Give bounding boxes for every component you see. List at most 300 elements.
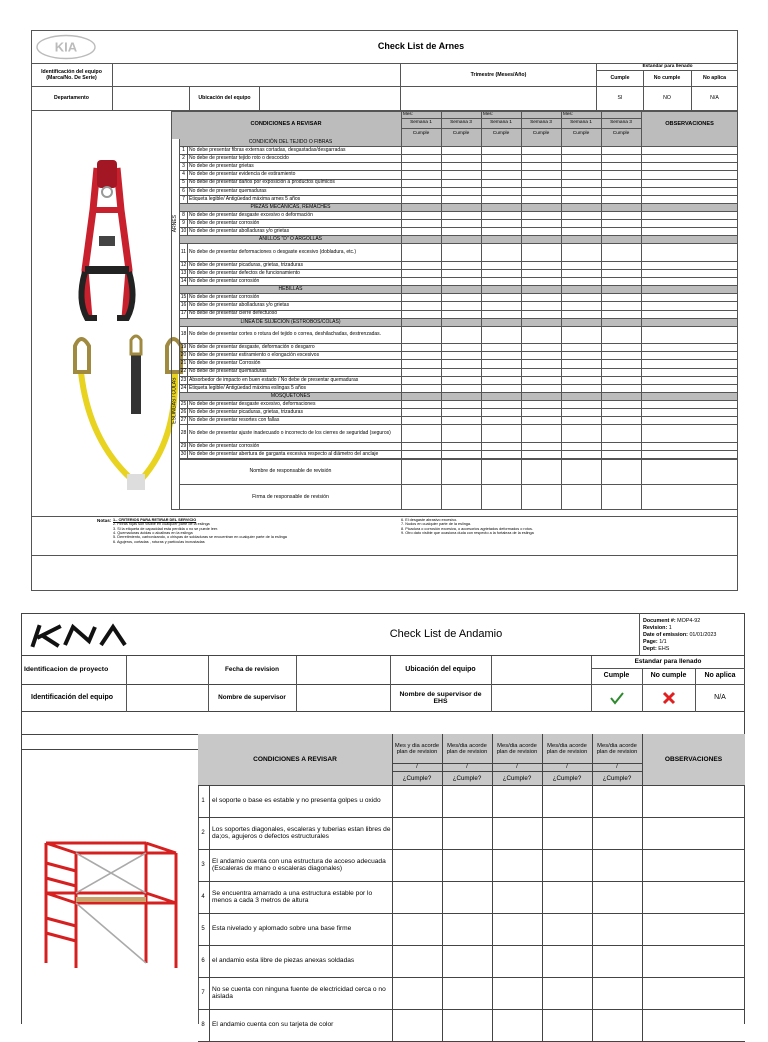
cumple-cell[interactable] <box>401 278 441 285</box>
cumple-cell[interactable] <box>601 369 641 376</box>
cumple-cell[interactable] <box>521 409 561 416</box>
cumple-cell[interactable] <box>521 180 561 187</box>
andamio-cumple-cell[interactable] <box>592 850 642 881</box>
observaciones-cell[interactable] <box>641 425 738 441</box>
cumple-cell[interactable] <box>481 443 521 450</box>
andamio-cumple-cell[interactable] <box>492 882 542 913</box>
andamio-cumple-cell[interactable] <box>542 850 592 881</box>
cumple-cell[interactable] <box>441 319 481 326</box>
cumple-cell[interactable] <box>521 294 561 301</box>
cumple-cell[interactable] <box>561 278 601 285</box>
cumple-cell[interactable] <box>601 344 641 351</box>
observaciones-cell[interactable] <box>641 220 738 227</box>
andamio-cumple-cell[interactable] <box>442 850 492 881</box>
cumple-cell[interactable] <box>561 302 601 309</box>
cumple-cell[interactable] <box>601 180 641 187</box>
cumple-cell[interactable] <box>401 319 441 326</box>
cumple-cell[interactable] <box>481 212 521 219</box>
andamio-cumple-cell[interactable] <box>442 946 492 977</box>
cumple-cell[interactable] <box>561 352 601 359</box>
cumple-cell[interactable] <box>481 409 521 416</box>
cumple-cell[interactable] <box>481 262 521 269</box>
nombre-supervisor-field[interactable] <box>297 685 389 711</box>
observaciones-cell[interactable] <box>641 311 738 318</box>
cumple-cell[interactable] <box>561 244 601 260</box>
cumple-cell[interactable] <box>401 409 441 416</box>
observaciones-cell[interactable] <box>641 302 738 309</box>
cumple-cell[interactable] <box>561 180 601 187</box>
observaciones-cell[interactable] <box>641 352 738 359</box>
cumple-cell[interactable] <box>481 286 521 293</box>
cumple-cell[interactable] <box>601 327 641 343</box>
cumple-cell[interactable] <box>521 451 561 458</box>
cumple-cell[interactable] <box>481 270 521 277</box>
cumple-cell[interactable] <box>401 451 441 458</box>
cumple-cell[interactable] <box>441 188 481 195</box>
cumple-cell[interactable] <box>561 327 601 343</box>
cumple-cell[interactable] <box>521 228 561 235</box>
cumple-cell[interactable] <box>401 139 441 146</box>
andamio-cumple-cell[interactable] <box>492 914 542 945</box>
cumple-cell[interactable] <box>521 401 561 408</box>
cumple-cell[interactable] <box>401 352 441 359</box>
cumple-cell[interactable] <box>481 171 521 178</box>
observaciones-cell[interactable] <box>641 204 738 211</box>
cumple-cell[interactable] <box>401 220 441 227</box>
cumple-cell[interactable] <box>521 417 561 424</box>
cumple-cell[interactable] <box>401 393 441 400</box>
cumple-cell[interactable] <box>521 171 561 178</box>
fecha-revision-field[interactable] <box>297 657 389 683</box>
cumple-cell[interactable] <box>441 212 481 219</box>
cumple-cell[interactable] <box>441 401 481 408</box>
andamio-observaciones-cell[interactable] <box>642 1010 745 1041</box>
andamio-cumple-cell[interactable] <box>392 786 442 817</box>
cumple-cell[interactable] <box>521 212 561 219</box>
cumple-cell[interactable] <box>521 155 561 162</box>
cumple-cell[interactable] <box>441 262 481 269</box>
cumple-cell[interactable] <box>481 139 521 146</box>
andamio-cumple-cell[interactable] <box>442 882 492 913</box>
cumple-cell[interactable] <box>481 196 521 203</box>
andamio-cumple-cell[interactable] <box>542 818 592 849</box>
cumple-cell[interactable] <box>601 163 641 170</box>
observaciones-cell[interactable] <box>641 409 738 416</box>
cumple-cell[interactable] <box>441 451 481 458</box>
cumple-cell[interactable] <box>561 385 601 392</box>
cumple-cell[interactable] <box>601 409 641 416</box>
andamio-observaciones-cell[interactable] <box>642 818 745 849</box>
cumple-cell[interactable] <box>441 286 481 293</box>
cumple-cell[interactable] <box>521 425 561 441</box>
cumple-cell[interactable] <box>561 401 601 408</box>
cumple-cell[interactable] <box>441 228 481 235</box>
andamio-cumple-cell[interactable] <box>392 978 442 1009</box>
firma-cell[interactable] <box>561 485 601 510</box>
cumple-cell[interactable] <box>521 147 561 154</box>
cumple-cell[interactable] <box>401 443 441 450</box>
cumple-cell[interactable] <box>441 171 481 178</box>
cumple-cell[interactable] <box>561 188 601 195</box>
cumple-cell[interactable] <box>521 360 561 367</box>
andamio-cumple-cell[interactable] <box>492 818 542 849</box>
cumple-cell[interactable] <box>441 155 481 162</box>
cumple-cell[interactable] <box>481 228 521 235</box>
andamio-cumple-cell[interactable] <box>442 1010 492 1041</box>
cumple-cell[interactable] <box>561 369 601 376</box>
andamio-cumple-cell[interactable] <box>442 818 492 849</box>
observaciones-cell[interactable] <box>641 451 738 458</box>
cumple-cell[interactable] <box>401 244 441 260</box>
cumple-cell[interactable] <box>601 139 641 146</box>
cumple-cell[interactable] <box>601 443 641 450</box>
andamio-observaciones-cell[interactable] <box>642 978 745 1009</box>
observaciones-cell[interactable] <box>641 155 738 162</box>
ubicacion-field[interactable] <box>260 88 400 110</box>
cumple-cell[interactable] <box>561 319 601 326</box>
observaciones-cell[interactable] <box>641 344 738 351</box>
observaciones-cell[interactable] <box>641 180 738 187</box>
cumple-cell[interactable] <box>561 311 601 318</box>
observaciones-cell[interactable] <box>641 369 738 376</box>
cumple-cell[interactable] <box>481 369 521 376</box>
cumple-cell[interactable] <box>561 171 601 178</box>
cumple-cell[interactable] <box>481 236 521 243</box>
cumple-cell[interactable] <box>521 278 561 285</box>
cumple-cell[interactable] <box>401 204 441 211</box>
cumple-cell[interactable] <box>401 286 441 293</box>
cumple-cell[interactable] <box>481 204 521 211</box>
andamio-cumple-cell[interactable] <box>592 786 642 817</box>
cumple-cell[interactable] <box>481 360 521 367</box>
observaciones-cell[interactable] <box>641 327 738 343</box>
cumple-cell[interactable] <box>561 417 601 424</box>
nombre-cell[interactable] <box>601 459 641 485</box>
observaciones-cell[interactable] <box>641 188 738 195</box>
observaciones-cell[interactable] <box>641 393 738 400</box>
cumple-cell[interactable] <box>601 262 641 269</box>
cumple-cell[interactable] <box>441 180 481 187</box>
cumple-cell[interactable] <box>601 311 641 318</box>
observaciones-cell[interactable] <box>641 212 738 219</box>
cumple-cell[interactable] <box>481 327 521 343</box>
cumple-cell[interactable] <box>481 311 521 318</box>
cumple-cell[interactable] <box>401 270 441 277</box>
observaciones-cell[interactable] <box>641 236 738 243</box>
supervisor-ehs-field[interactable] <box>492 685 590 711</box>
observaciones-cell[interactable] <box>641 163 738 170</box>
andamio-cumple-cell[interactable] <box>592 914 642 945</box>
cumple-cell[interactable] <box>401 369 441 376</box>
cumple-cell[interactable] <box>441 244 481 260</box>
cumple-cell[interactable] <box>441 294 481 301</box>
cumple-cell[interactable] <box>601 302 641 309</box>
cumple-cell[interactable] <box>561 228 601 235</box>
cumple-cell[interactable] <box>601 204 641 211</box>
andamio-cumple-cell[interactable] <box>492 1010 542 1041</box>
cumple-cell[interactable] <box>441 417 481 424</box>
cumple-cell[interactable] <box>481 188 521 195</box>
cumple-cell[interactable] <box>561 451 601 458</box>
cumple-cell[interactable] <box>401 188 441 195</box>
andamio-cumple-cell[interactable] <box>492 978 542 1009</box>
cumple-cell[interactable] <box>601 417 641 424</box>
observaciones-cell[interactable] <box>641 286 738 293</box>
cumple-cell[interactable] <box>401 425 441 441</box>
observaciones-cell[interactable] <box>641 278 738 285</box>
cumple-cell[interactable] <box>561 220 601 227</box>
cumple-cell[interactable] <box>601 360 641 367</box>
cumple-cell[interactable] <box>561 163 601 170</box>
firma-cell[interactable] <box>601 485 641 510</box>
observaciones-cell[interactable] <box>641 319 738 326</box>
cumple-cell[interactable] <box>481 220 521 227</box>
cumple-cell[interactable] <box>521 344 561 351</box>
cumple-cell[interactable] <box>401 294 441 301</box>
cumple-cell[interactable] <box>441 302 481 309</box>
cumple-cell[interactable] <box>441 311 481 318</box>
andamio-cumple-cell[interactable] <box>392 818 442 849</box>
cumple-cell[interactable] <box>401 344 441 351</box>
cumple-cell[interactable] <box>401 236 441 243</box>
id-equipo-field[interactable] <box>113 65 400 86</box>
cumple-cell[interactable] <box>401 385 441 392</box>
cumple-cell[interactable] <box>481 352 521 359</box>
cumple-cell[interactable] <box>521 352 561 359</box>
cumple-cell[interactable] <box>561 286 601 293</box>
ubicacion-equipo-field[interactable] <box>492 657 590 683</box>
cumple-cell[interactable] <box>561 393 601 400</box>
cumple-cell[interactable] <box>401 155 441 162</box>
observaciones-cell[interactable] <box>641 385 738 392</box>
cumple-cell[interactable] <box>441 425 481 441</box>
cumple-cell[interactable] <box>441 278 481 285</box>
cumple-cell[interactable] <box>481 155 521 162</box>
cumple-cell[interactable] <box>401 171 441 178</box>
cumple-cell[interactable] <box>521 327 561 343</box>
cumple-cell[interactable] <box>601 377 641 384</box>
firma-cell[interactable] <box>401 485 441 510</box>
andamio-cumple-cell[interactable] <box>392 850 442 881</box>
cumple-cell[interactable] <box>481 417 521 424</box>
cumple-cell[interactable] <box>601 451 641 458</box>
cumple-cell[interactable] <box>561 196 601 203</box>
cumple-cell[interactable] <box>601 393 641 400</box>
andamio-cumple-cell[interactable] <box>592 818 642 849</box>
observaciones-cell[interactable] <box>641 196 738 203</box>
cumple-cell[interactable] <box>401 417 441 424</box>
cumple-cell[interactable] <box>561 377 601 384</box>
andamio-cumple-cell[interactable] <box>392 1010 442 1041</box>
cumple-cell[interactable] <box>441 443 481 450</box>
cumple-cell[interactable] <box>481 451 521 458</box>
cumple-cell[interactable] <box>481 302 521 309</box>
cumple-cell[interactable] <box>521 377 561 384</box>
cumple-cell[interactable] <box>561 262 601 269</box>
andamio-cumple-cell[interactable] <box>542 914 592 945</box>
cumple-cell[interactable] <box>561 155 601 162</box>
firma-cell[interactable] <box>441 485 481 510</box>
observaciones-cell[interactable] <box>641 244 738 260</box>
andamio-cumple-cell[interactable] <box>442 786 492 817</box>
cumple-cell[interactable] <box>481 278 521 285</box>
firma-cell[interactable] <box>521 485 561 510</box>
cumple-cell[interactable] <box>521 139 561 146</box>
cumple-cell[interactable] <box>401 401 441 408</box>
departamento-field[interactable] <box>113 88 189 110</box>
nombre-cell[interactable] <box>561 459 601 485</box>
cumple-cell[interactable] <box>401 311 441 318</box>
cumple-cell[interactable] <box>401 147 441 154</box>
cumple-cell[interactable] <box>521 196 561 203</box>
cumple-cell[interactable] <box>481 377 521 384</box>
andamio-cumple-cell[interactable] <box>542 978 592 1009</box>
cumple-cell[interactable] <box>601 155 641 162</box>
cumple-cell[interactable] <box>521 270 561 277</box>
cumple-cell[interactable] <box>441 270 481 277</box>
cumple-cell[interactable] <box>481 163 521 170</box>
andamio-cumple-cell[interactable] <box>592 946 642 977</box>
cumple-cell[interactable] <box>601 236 641 243</box>
andamio-observaciones-cell[interactable] <box>642 914 745 945</box>
cumple-cell[interactable] <box>601 286 641 293</box>
andamio-cumple-cell[interactable] <box>542 786 592 817</box>
cumple-cell[interactable] <box>521 385 561 392</box>
cumple-cell[interactable] <box>601 319 641 326</box>
andamio-observaciones-cell[interactable] <box>642 850 745 881</box>
cumple-cell[interactable] <box>561 270 601 277</box>
cumple-cell[interactable] <box>561 139 601 146</box>
cumple-cell[interactable] <box>601 294 641 301</box>
cumple-cell[interactable] <box>441 344 481 351</box>
cumple-cell[interactable] <box>441 220 481 227</box>
cumple-cell[interactable] <box>561 344 601 351</box>
cumple-cell[interactable] <box>601 385 641 392</box>
cumple-cell[interactable] <box>401 163 441 170</box>
andamio-cumple-cell[interactable] <box>492 786 542 817</box>
cumple-cell[interactable] <box>601 228 641 235</box>
cumple-cell[interactable] <box>401 180 441 187</box>
observaciones-cell[interactable] <box>641 443 738 450</box>
andamio-observaciones-cell[interactable] <box>642 946 745 977</box>
observaciones-cell[interactable] <box>641 294 738 301</box>
andamio-cumple-cell[interactable] <box>592 1010 642 1041</box>
cumple-cell[interactable] <box>441 196 481 203</box>
cumple-cell[interactable] <box>521 393 561 400</box>
andamio-cumple-cell[interactable] <box>442 914 492 945</box>
observaciones-cell[interactable] <box>641 360 738 367</box>
cumple-cell[interactable] <box>521 311 561 318</box>
andamio-cumple-cell[interactable] <box>392 882 442 913</box>
cumple-cell[interactable] <box>441 369 481 376</box>
cumple-cell[interactable] <box>481 344 521 351</box>
observaciones-cell[interactable] <box>641 139 738 146</box>
cumple-cell[interactable] <box>521 262 561 269</box>
cumple-cell[interactable] <box>401 360 441 367</box>
cumple-cell[interactable] <box>441 139 481 146</box>
cumple-cell[interactable] <box>441 377 481 384</box>
cumple-cell[interactable] <box>481 319 521 326</box>
cumple-cell[interactable] <box>401 302 441 309</box>
cumple-cell[interactable] <box>401 228 441 235</box>
cumple-cell[interactable] <box>561 236 601 243</box>
andamio-cumple-cell[interactable] <box>542 946 592 977</box>
cumple-cell[interactable] <box>401 377 441 384</box>
cumple-cell[interactable] <box>601 196 641 203</box>
cumple-cell[interactable] <box>561 443 601 450</box>
cumple-cell[interactable] <box>561 212 601 219</box>
cumple-cell[interactable] <box>441 147 481 154</box>
cumple-cell[interactable] <box>401 327 441 343</box>
cumple-cell[interactable] <box>561 204 601 211</box>
cumple-cell[interactable] <box>521 220 561 227</box>
cumple-cell[interactable] <box>401 262 441 269</box>
cumple-cell[interactable] <box>441 385 481 392</box>
firma-cell[interactable] <box>481 485 521 510</box>
andamio-observaciones-cell[interactable] <box>642 786 745 817</box>
observaciones-cell[interactable] <box>641 417 738 424</box>
cumple-cell[interactable] <box>601 147 641 154</box>
observaciones-cell[interactable] <box>641 377 738 384</box>
cumple-cell[interactable] <box>521 443 561 450</box>
id-proyecto-field[interactable] <box>127 657 207 683</box>
cumple-cell[interactable] <box>481 244 521 260</box>
cumple-cell[interactable] <box>601 278 641 285</box>
andamio-cumple-cell[interactable] <box>492 946 542 977</box>
nombre-cell[interactable] <box>481 459 521 485</box>
andamio-observaciones-cell[interactable] <box>642 882 745 913</box>
cumple-cell[interactable] <box>601 188 641 195</box>
cumple-cell[interactable] <box>601 352 641 359</box>
observaciones-cell[interactable] <box>641 147 738 154</box>
cumple-cell[interactable] <box>441 352 481 359</box>
andamio-cumple-cell[interactable] <box>542 882 592 913</box>
cumple-cell[interactable] <box>521 286 561 293</box>
cumple-cell[interactable] <box>521 236 561 243</box>
cumple-cell[interactable] <box>401 212 441 219</box>
andamio-cumple-cell[interactable] <box>442 978 492 1009</box>
cumple-cell[interactable] <box>441 409 481 416</box>
observaciones-cell[interactable] <box>641 262 738 269</box>
cumple-cell[interactable] <box>561 425 601 441</box>
andamio-cumple-cell[interactable] <box>392 946 442 977</box>
cumple-cell[interactable] <box>441 393 481 400</box>
cumple-cell[interactable] <box>481 425 521 441</box>
cumple-cell[interactable] <box>441 327 481 343</box>
cumple-cell[interactable] <box>441 236 481 243</box>
andamio-cumple-cell[interactable] <box>492 850 542 881</box>
cumple-cell[interactable] <box>521 244 561 260</box>
cumple-cell[interactable] <box>601 401 641 408</box>
cumple-cell[interactable] <box>521 319 561 326</box>
cumple-cell[interactable] <box>601 171 641 178</box>
andamio-cumple-cell[interactable] <box>392 914 442 945</box>
cumple-cell[interactable] <box>601 270 641 277</box>
cumple-cell[interactable] <box>481 180 521 187</box>
cumple-cell[interactable] <box>601 244 641 260</box>
cumple-cell[interactable] <box>481 385 521 392</box>
cumple-cell[interactable] <box>481 393 521 400</box>
nombre-cell[interactable] <box>401 459 441 485</box>
cumple-cell[interactable] <box>401 196 441 203</box>
cumple-cell[interactable] <box>521 369 561 376</box>
cumple-cell[interactable] <box>481 401 521 408</box>
andamio-cumple-cell[interactable] <box>592 978 642 1009</box>
cumple-cell[interactable] <box>561 360 601 367</box>
cumple-cell[interactable] <box>561 294 601 301</box>
cumple-cell[interactable] <box>441 360 481 367</box>
cumple-cell[interactable] <box>521 302 561 309</box>
